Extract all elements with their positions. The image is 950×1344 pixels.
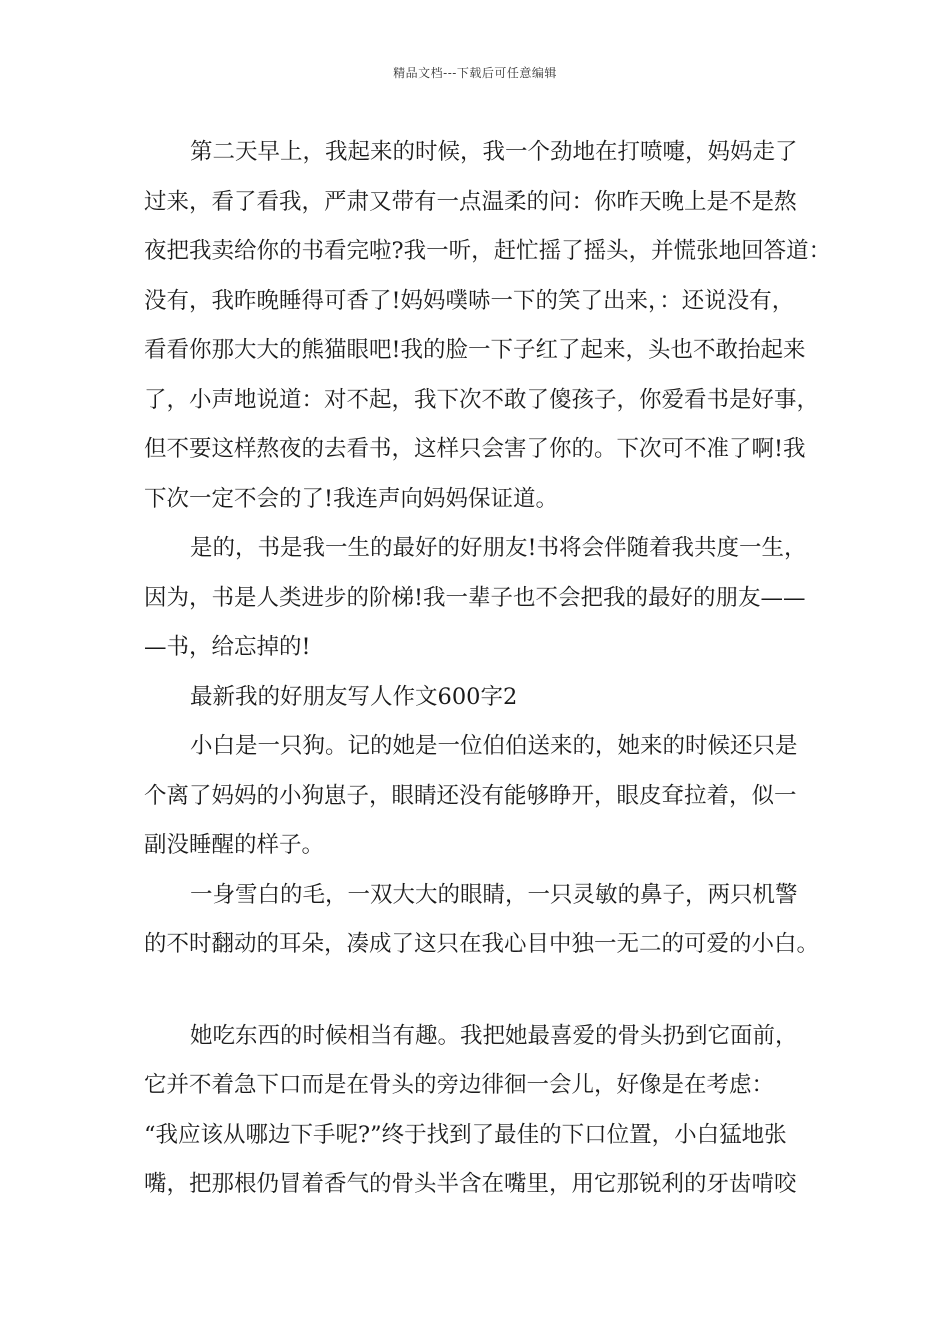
text-line: 没有，我昨晚睡得可香了!妈妈噗哧一下的笑了出来，：还说没有， <box>144 287 795 314</box>
text-line: 一身雪白的毛，一双大大的眼睛，一只灵敏的鼻子，两只机警 <box>190 881 798 908</box>
page-header: 精品文档---下载后可任意编辑 <box>393 66 557 80</box>
text-line: 是的，书是我一生的最好的好朋友!书将会伴随着我共度一生， <box>190 535 807 561</box>
text-line: 它并不着急下口而是在骨头的旁边徘徊一会儿，好像是在考虑： <box>144 1072 775 1098</box>
paragraph <box>144 524 824 673</box>
section-heading <box>144 673 824 723</box>
text-line: 小白是一只狗。记的她是一位伯伯送来的，她来的时候还只是 <box>190 733 798 759</box>
text-line: “我应该从哪边下手呢?”终于找到了最佳的下口位置，小白猛地张 <box>144 1121 787 1148</box>
text-line: 过来，看了看我，严肃又带有一点温柔的问：你昨天晚上是不是熬 <box>144 188 797 215</box>
text-line: 的不时翻动的耳朵，凑成了这只在我心目中独一无二的可爱的小白。 <box>144 931 820 957</box>
text-line: 了，小声地说道：对不起，我下次不敢了傻孩子，你爱看书是好事， <box>144 386 820 413</box>
paragraph <box>144 128 832 524</box>
text-line: 但不要这样熬夜的去看书，这样只会害了你的。下次可不准了啊!我 <box>144 436 806 462</box>
text-line: 第二天早上，我起来的时候，我一个劲地在打喷嚏，妈妈走了 <box>190 139 798 165</box>
text-line: 夜把我卖给你的书看完啦?我一听，赶忙摇了摇头，并慌张地回答道： <box>144 238 832 264</box>
text-line: 副没睡醒的样子。 <box>144 832 325 858</box>
document-body <box>144 128 832 1210</box>
paragraph <box>144 1012 824 1210</box>
paragraph-gap <box>144 970 824 1012</box>
text-line: 嘴，把那根仍冒着香气的骨头半含在嘴里，用它那锐利的牙齿啃咬 <box>144 1171 797 1197</box>
text-line: —书，给忘掉的! <box>144 634 311 660</box>
text-line: 因为，书是人类进步的阶梯!我一辈子也不会把我的最好的朋友—— <box>144 584 806 611</box>
text-line: 她吃东西的时候相当有趣。我把她最喜爱的骨头扔到它面前， <box>190 1022 798 1049</box>
text-line: 看看你那大大的熊猫眼吧!我的脸一下子红了起来，头也不敢抬起来 <box>144 337 806 363</box>
paragraph <box>144 871 824 970</box>
text-line: 下次一定不会的了!我连声向妈妈保证道。 <box>144 485 559 512</box>
text-line: 个离了妈妈的小狗崽子，眼睛还没有能够睁开，眼皮耷拉着，似一 <box>144 782 797 809</box>
paragraph <box>144 722 824 871</box>
heading-line: 最新我的好朋友写人作文600字2 <box>190 683 518 710</box>
